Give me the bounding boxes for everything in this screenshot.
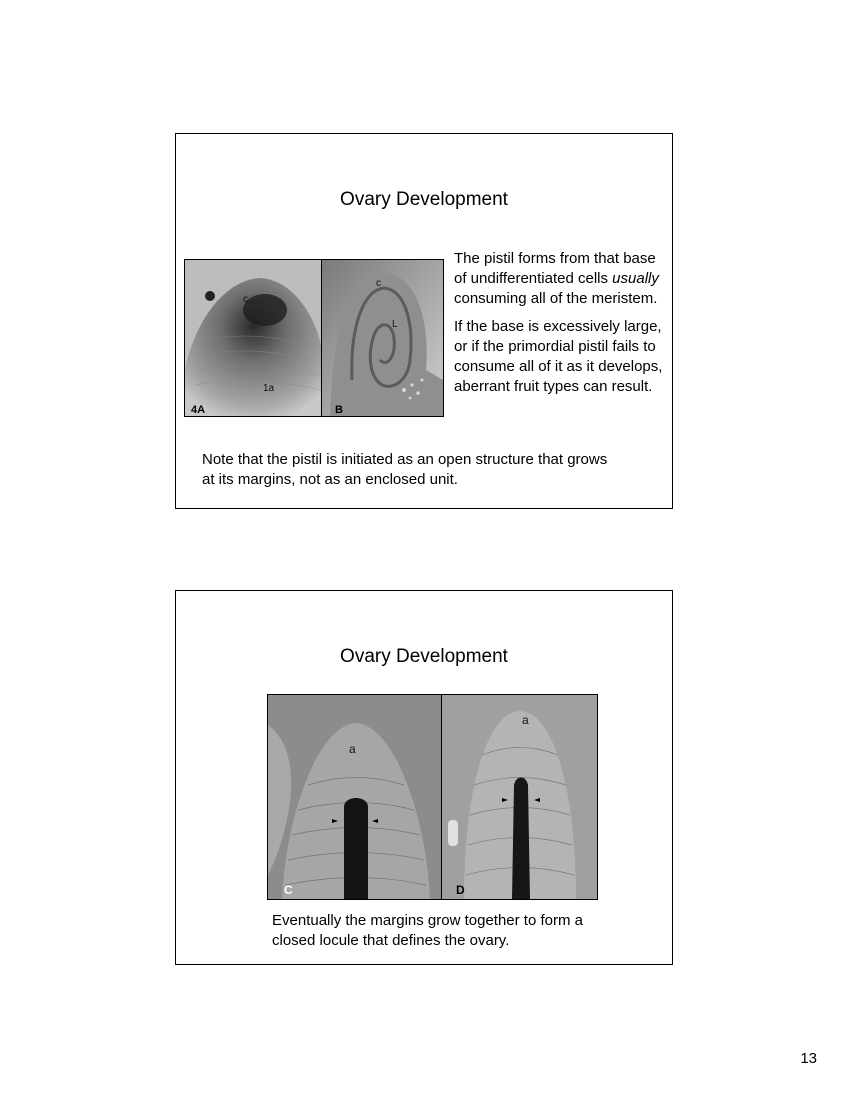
slide-1-note: Note that the pistil is initiated as an open structure that grows at its margins, not as an enclosed unit. <box>202 451 608 488</box>
annotation-c: c <box>243 294 248 305</box>
slide-2-title: Ovary Development <box>340 646 508 667</box>
paragraph-1: The pistil forms from that base of undifferentiated cells usually consuming all of the meristem. <box>454 250 659 307</box>
panel-label-d: D <box>456 883 465 897</box>
micrograph-b <box>321 259 444 417</box>
annotation-a-c: a <box>349 742 356 756</box>
slide-1 <box>175 133 673 509</box>
emphasis-usually: usually <box>612 270 659 287</box>
micrograph-c <box>267 694 442 900</box>
panel-label-b: B <box>335 404 343 416</box>
paragraph-2: If the base is excessively large, or if the primordial pistil fails to consume all of it as it develops, aberrant fruit types can result. <box>454 318 663 395</box>
panel-label-c: C <box>284 883 293 897</box>
annotation-1a: 1a <box>263 383 275 394</box>
slide-2-caption: Eventually the margins grow together to form a closed locule that defines the ovary. <box>272 912 583 949</box>
annotation-a-d: a <box>522 713 529 727</box>
page-number: 13 <box>800 1050 817 1067</box>
micrograph-d <box>441 694 598 900</box>
micrograph-4a <box>184 259 323 417</box>
slide-1-text <box>454 249 669 397</box>
panel-label-4a: 4A <box>191 404 206 416</box>
annotation-l: L <box>392 319 398 330</box>
slide-1-title: Ovary Development <box>340 189 508 210</box>
annotation-c-b: c <box>376 278 381 289</box>
slide-2 <box>175 590 673 965</box>
